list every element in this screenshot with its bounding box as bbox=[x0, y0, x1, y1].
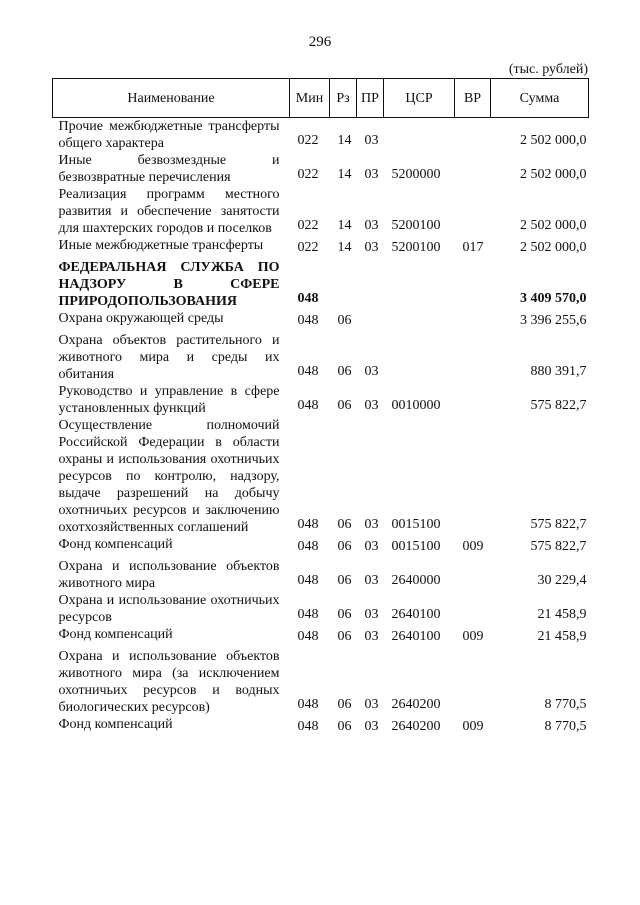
row-vr bbox=[455, 152, 491, 186]
row-sum: 8 770,5 bbox=[544, 719, 587, 734]
row-sum: 3 409 570,0 bbox=[520, 291, 587, 306]
table-row bbox=[53, 237, 589, 259]
row-csr bbox=[384, 310, 455, 332]
table-row bbox=[53, 332, 589, 383]
row-name: Реализация программ местного развития и обеспечение занятости для шахтерских городов и поселков bbox=[58, 187, 280, 236]
row-vr bbox=[455, 310, 491, 332]
row-vr bbox=[455, 558, 491, 592]
row-min: 048 bbox=[297, 364, 319, 379]
row-csr: 2640100 bbox=[391, 629, 441, 644]
row-csr: 2640200 bbox=[391, 719, 441, 734]
row-pr: 03 bbox=[364, 517, 379, 532]
row-name: Иные межбюджетные трансферты bbox=[58, 238, 264, 253]
row-name: Охрана и использование охотничьих ресурсов bbox=[58, 593, 280, 625]
row-name: Осуществление полномочий Российской Федерации в области охраны и использования охотничьих ресурсов по контролю, надзору, выдаче разрешений на добычу охотничьих ресурсов и заключению охотхозяйственных соглашений bbox=[58, 418, 280, 535]
row-rz: 06 bbox=[337, 573, 352, 588]
row-pr: 03 bbox=[364, 167, 379, 182]
row-name: Охрана объектов растительного и животного мира и среды их обитания bbox=[58, 333, 280, 382]
row-rz: 14 bbox=[337, 240, 352, 255]
row-csr: 5200100 bbox=[391, 240, 441, 255]
row-pr bbox=[357, 310, 384, 332]
header-sum: Сумма bbox=[491, 79, 589, 118]
row-csr bbox=[384, 118, 455, 153]
table-row bbox=[53, 383, 589, 417]
row-rz: 14 bbox=[337, 133, 352, 148]
row-rz: 06 bbox=[337, 719, 352, 734]
row-min: 048 bbox=[297, 539, 319, 554]
row-min: 048 bbox=[297, 517, 319, 532]
row-pr: 03 bbox=[364, 719, 379, 734]
units-label: (тыс. рублей) bbox=[508, 62, 588, 77]
row-min: 022 bbox=[297, 167, 319, 182]
table-row bbox=[53, 558, 589, 592]
table-row bbox=[53, 648, 589, 716]
row-pr: 03 bbox=[364, 364, 379, 379]
row-sum: 2 502 000,0 bbox=[520, 133, 587, 148]
row-name: Фонд компенсаций bbox=[58, 717, 173, 732]
table-row bbox=[53, 716, 589, 738]
row-vr: 009 bbox=[462, 539, 484, 554]
header-pr: ПР bbox=[357, 79, 384, 118]
row-sum: 21 458,9 bbox=[537, 629, 587, 644]
row-pr: 03 bbox=[364, 398, 379, 413]
row-min: 048 bbox=[297, 607, 319, 622]
row-vr bbox=[455, 118, 491, 153]
row-csr: 2640100 bbox=[391, 607, 441, 622]
row-csr: 2640200 bbox=[391, 697, 441, 712]
row-rz: 06 bbox=[337, 697, 352, 712]
table-row bbox=[53, 417, 589, 536]
row-vr bbox=[455, 259, 491, 310]
row-rz: 14 bbox=[337, 167, 352, 182]
row-rz: 06 bbox=[337, 539, 352, 554]
row-min: 022 bbox=[297, 133, 319, 148]
table-row bbox=[53, 592, 589, 626]
row-vr: 017 bbox=[462, 240, 484, 255]
table-row bbox=[53, 310, 589, 332]
row-sum: 575 822,7 bbox=[530, 539, 587, 554]
row-name: Иные безвозмездные и безвозвратные перечисления bbox=[58, 153, 280, 185]
row-name: ФЕДЕРАЛЬНАЯ СЛУЖБА ПО НАДЗОРУ В СФЕРЕ ПРИРОДОПОЛЬЗОВАНИЯ bbox=[58, 260, 280, 309]
row-sum: 2 502 000,0 bbox=[520, 167, 587, 182]
row-name: Охрана и использование объектов животного мира bbox=[58, 559, 280, 591]
row-vr bbox=[455, 332, 491, 383]
row-min: 022 bbox=[297, 240, 319, 255]
row-csr bbox=[384, 259, 455, 310]
row-pr: 03 bbox=[364, 629, 379, 644]
row-min: 048 bbox=[297, 629, 319, 644]
row-sum: 3 396 255,6 bbox=[520, 313, 587, 328]
row-min: 048 bbox=[297, 313, 319, 328]
row-pr: 03 bbox=[364, 539, 379, 554]
page-number: 296 bbox=[308, 34, 332, 50]
table-row bbox=[53, 536, 589, 558]
table-row bbox=[53, 186, 589, 237]
row-rz: 06 bbox=[337, 517, 352, 532]
row-csr: 0015100 bbox=[391, 539, 441, 554]
row-name: Прочие межбюджетные трансферты общего характера bbox=[58, 119, 280, 151]
row-vr: 009 bbox=[462, 629, 484, 644]
row-name: Руководство и управление в сфере установленных функций bbox=[58, 384, 280, 416]
row-vr: 009 bbox=[462, 719, 484, 734]
row-name: Фонд компенсаций bbox=[58, 537, 173, 552]
row-sum: 880 391,7 bbox=[530, 364, 587, 379]
row-csr bbox=[384, 332, 455, 383]
row-pr: 03 bbox=[364, 133, 379, 148]
row-rz: 06 bbox=[337, 607, 352, 622]
table-row bbox=[53, 152, 589, 186]
row-sum: 30 229,4 bbox=[537, 573, 587, 588]
table-row bbox=[53, 626, 589, 648]
row-vr bbox=[455, 383, 491, 417]
row-vr bbox=[455, 186, 491, 237]
row-name: Охрана и использование объектов животного мира (за исключением охотничьих ресурсов и водных биологических ресурсов) bbox=[58, 649, 280, 715]
row-pr bbox=[357, 259, 384, 310]
row-min: 022 bbox=[297, 218, 319, 233]
row-rz: 06 bbox=[337, 313, 352, 328]
row-min: 048 bbox=[297, 697, 319, 712]
row-min: 048 bbox=[297, 398, 319, 413]
row-rz: 06 bbox=[337, 629, 352, 644]
budget-table bbox=[52, 78, 589, 738]
row-csr: 0010000 bbox=[391, 398, 441, 413]
row-rz: 06 bbox=[337, 398, 352, 413]
row-sum: 575 822,7 bbox=[530, 398, 587, 413]
row-vr bbox=[455, 592, 491, 626]
row-rz: 06 bbox=[337, 364, 352, 379]
row-min: 048 bbox=[297, 719, 319, 734]
row-min: 048 bbox=[297, 291, 319, 306]
table-row bbox=[53, 118, 589, 153]
row-vr bbox=[455, 648, 491, 716]
row-sum: 575 822,7 bbox=[530, 517, 587, 532]
table-header-row bbox=[53, 79, 589, 118]
row-pr: 03 bbox=[364, 607, 379, 622]
row-csr: 5200000 bbox=[391, 167, 441, 182]
row-name: Фонд компенсаций bbox=[58, 627, 173, 642]
row-sum: 2 502 000,0 bbox=[520, 240, 587, 255]
row-sum: 2 502 000,0 bbox=[520, 218, 587, 233]
table-row bbox=[53, 259, 589, 310]
header-min: Мин bbox=[290, 79, 330, 118]
row-csr: 2640000 bbox=[391, 573, 441, 588]
row-pr: 03 bbox=[364, 573, 379, 588]
row-pr: 03 bbox=[364, 240, 379, 255]
row-sum: 8 770,5 bbox=[544, 697, 587, 712]
header-vr: ВР bbox=[455, 79, 491, 118]
header-name: Наименование bbox=[53, 79, 290, 118]
row-name: Охрана окружающей среды bbox=[58, 311, 224, 326]
row-sum: 21 458,9 bbox=[537, 607, 587, 622]
row-rz bbox=[330, 259, 357, 310]
row-min: 048 bbox=[297, 573, 319, 588]
row-csr: 0015100 bbox=[391, 517, 441, 532]
row-pr: 03 bbox=[364, 697, 379, 712]
header-rz: Рз bbox=[330, 79, 357, 118]
row-csr: 5200100 bbox=[391, 218, 441, 233]
row-pr: 03 bbox=[364, 218, 379, 233]
header-csr: ЦСР bbox=[384, 79, 455, 118]
row-rz: 14 bbox=[337, 218, 352, 233]
row-vr bbox=[455, 417, 491, 536]
